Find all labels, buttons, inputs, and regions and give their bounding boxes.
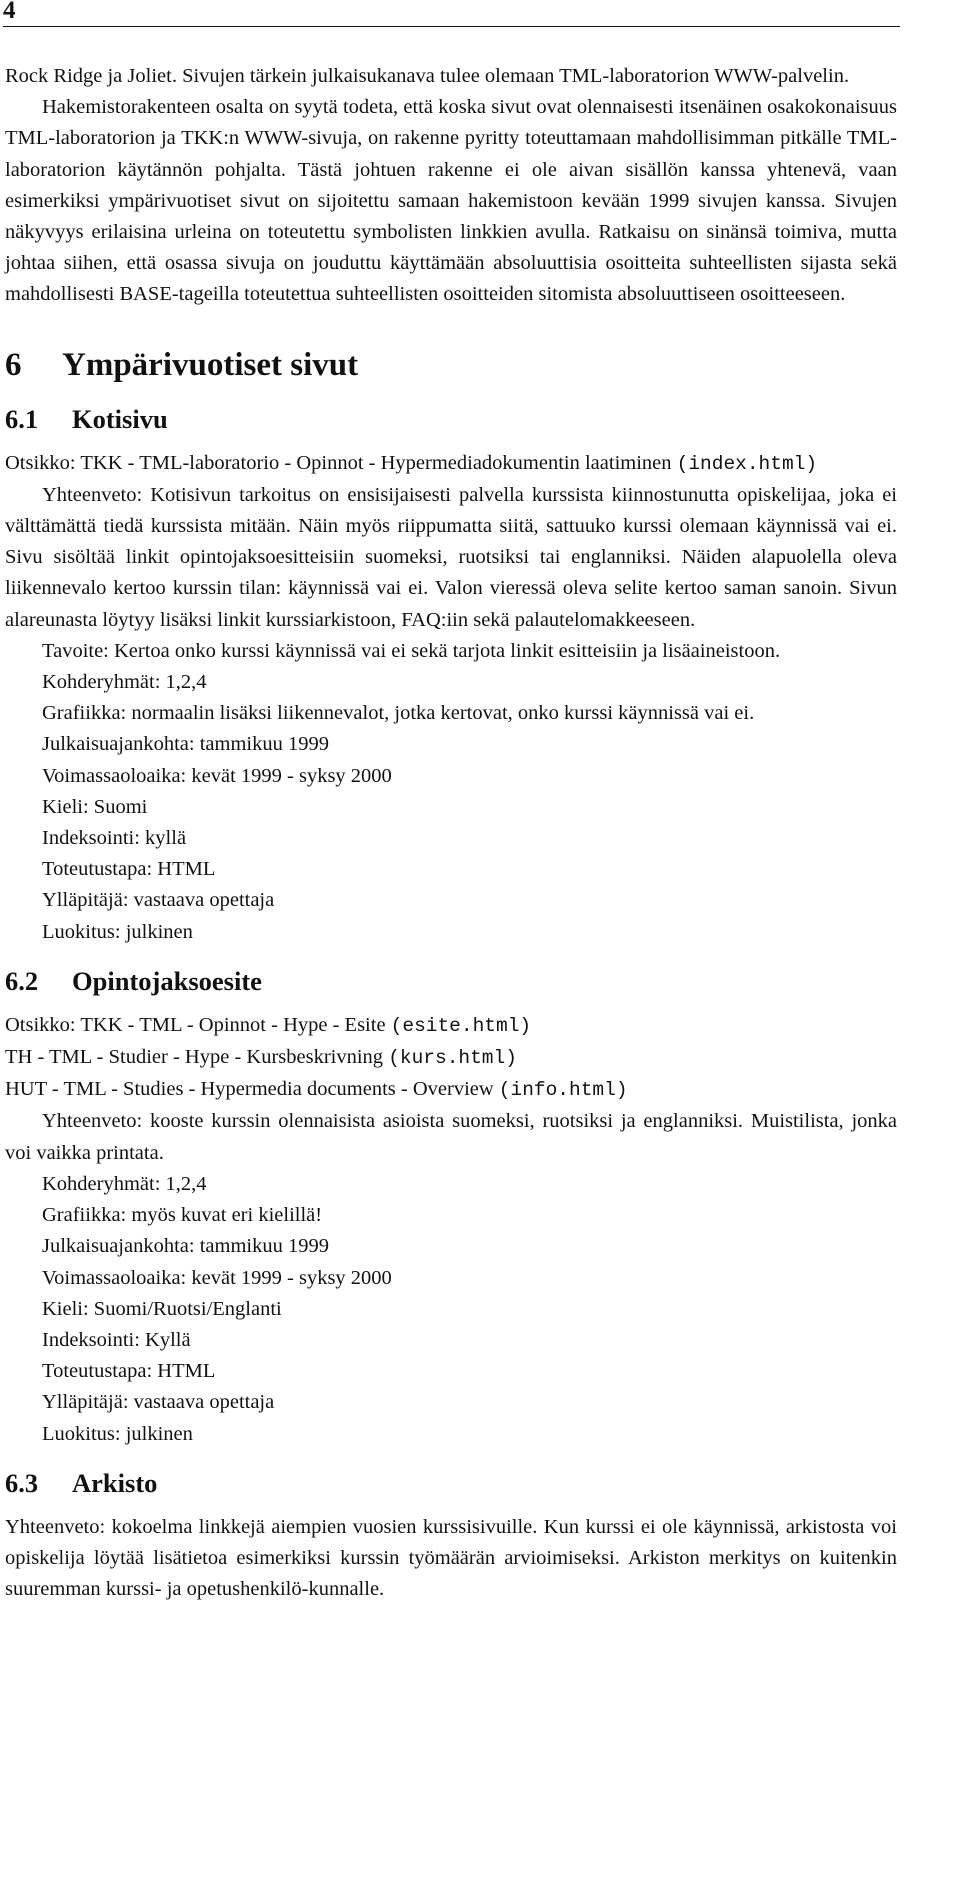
kotisivu-julkaisu: Julkaisuajankohta: tammikuu 1999 xyxy=(42,733,329,756)
section-6-2-heading xyxy=(5,964,897,998)
kotisivu-voimassa: Voimassaoloaika: kevät 1999 - syksy 2000 xyxy=(42,764,392,787)
subsection-number: 6.2 xyxy=(5,965,39,996)
arkisto-yhteenveto: Yhteenveto: kokoelma linkkejä aiempien vuosien kurssisivuille. Kun kurssi ei ole käynnissä, arkistosta voi opiskelija löytää lisätietoa esimerkiksi kurssin työmäärän arvioimiseksi. Arkiston merkitys on kuitenkin suuremman kurssi- ja opetushenkilö-kunnalle. xyxy=(5,1515,897,1601)
page-header xyxy=(3,0,900,27)
esite-otsikko-sv xyxy=(5,1042,897,1074)
otsikko-text: Otsikko: TKK - TML-laboratorio - Opinnot - Hypermediadokumentin laatiminen xyxy=(5,451,677,474)
kotisivu-otsikko xyxy=(5,448,897,480)
otsikko-text: Otsikko: TKK - TML - Opinnot - Hype - Esite xyxy=(5,1013,391,1036)
kotisivu-yllapitaja: Ylläpitäjä: vastaava opettaja xyxy=(42,889,275,912)
section-title: Ympärivuotiset sivut xyxy=(62,346,359,383)
esite-toteutus: Toteutustapa: HTML xyxy=(42,1360,216,1383)
kotisivu-kieli: Kieli: Suomi xyxy=(42,795,148,818)
kotisivu-kohderyhmat: Kohderyhmät: 1,2,4 xyxy=(42,671,207,694)
document-body xyxy=(5,61,897,1605)
kotisivu-luokitus: Luokitus: julkinen xyxy=(42,920,193,943)
esite-yhteenveto: Yhteenveto: kooste kurssin olennaisista asioista suomeksi, ruotsiksi ja englanniksi. Muistilista, jonka voi vaikka printata. xyxy=(5,1110,897,1164)
otsikko-text: TH - TML - Studier - Hype - Kursbeskrivning xyxy=(5,1046,389,1069)
esite-luokitus: Luokitus: julkinen xyxy=(42,1422,193,1445)
subsection-title: Kotisivu xyxy=(72,403,168,434)
file-name: (index.html) xyxy=(676,452,818,475)
esite-kieli: Kieli: Suomi/Ruotsi/Englanti xyxy=(42,1297,282,1320)
subsection-title: Opintojaksoesite xyxy=(72,965,262,996)
esite-indeksointi: Indeksointi: Kyllä xyxy=(42,1328,191,1351)
kotisivu-toteutus: Toteutustapa: HTML xyxy=(42,858,216,881)
intro-paragraph-2: Hakemistorakenteen osalta on syytä todeta, että koska sivut ovat olennaisesti itsenäinen osakokonaisuus TML-laboratorion ja TKK:n WWW-sivuja, on rakenne pyritty toteuttamaan mahdollisimman pitkälle TML-laboratorion käytännön pohjalta. Tästä johtuen rakenne ei ole aivan sisällön kanssa yhtenevä, vaan esimerkiksi ympärivuotiset sivut on sijoitettu samaan hakemistoon kevään 1999 sivujen kanssa. Sivujen näkyvyys erilaisina urleina on toteutettu symbolisten linkkien avulla. Ratkaisu on sinänsä toimiva, mutta johtaa siihen, että osassa sivuja on jouduttu käyttämään absoluuttisia osoitteita suhteellisten sijasta sekä mahdollisesti BASE-tageilla toteutettua suhteellisten osoitteiden sitomista absoluuttiseen osoitteeseen. xyxy=(5,96,897,306)
subsection-number: 6.1 xyxy=(5,403,39,434)
esite-voimassa: Voimassaoloaika: kevät 1999 - syksy 2000 xyxy=(42,1266,392,1289)
kotisivu-grafiikka: Grafiikka: normaalin lisäksi liikennevalot, jotka kertovat, onko kurssi käynnissä vai ei. xyxy=(42,702,755,725)
section-6-3-heading xyxy=(5,1466,897,1500)
esite-yllapitaja: Ylläpitäjä: vastaava opettaja xyxy=(42,1391,275,1414)
subsection-title: Arkisto xyxy=(72,1467,158,1498)
esite-kohderyhmat: Kohderyhmät: 1,2,4 xyxy=(42,1172,207,1195)
file-name: (info.html) xyxy=(498,1079,628,1102)
kotisivu-yhteenveto: Yhteenveto: Kotisivun tarkoitus on ensisijaisesti palvella kurssista kiinnostunutta opiskelijaa, joka ei välttämättä tiedä kurssista mitään. Näin myös riippumatta siitä, sattuuko kurssi olemaan käynnissä vai ei. Sivu sisöltää linkit opintojaksoesitteisiin suomeksi, ruotsiksi tai englanniksi. Näiden alapuolella oleva liikennevalo kertoo kurssin tilan: käynnissä vai ei. Valon vieressä oleva selite kertoo saman sanoin. Sivun alareunasta löytyy lisäksi linkit kurssiarkistoon, FAQ:iin sekä palautelomakkeeseen. xyxy=(5,483,897,631)
esite-otsikko-en xyxy=(5,1074,897,1106)
esite-grafiikka: Grafiikka: myös kuvat eri kielillä! xyxy=(42,1204,323,1227)
section-number: 6 xyxy=(5,346,22,383)
subsection-number: 6.3 xyxy=(5,1467,39,1498)
esite-otsikko-fi xyxy=(5,1010,897,1042)
file-name: (esite.html) xyxy=(390,1014,532,1037)
file-name: (kurs.html) xyxy=(388,1047,517,1070)
section-6-heading xyxy=(5,344,897,386)
intro-paragraph-1: Rock Ridge ja Joliet. Sivujen tärkein julkaisukanava tulee olemaan TML-laboratorion WWW-palvelin. xyxy=(5,65,850,87)
otsikko-text: HUT - TML - Studies - Hypermedia documents - Overview xyxy=(5,1078,499,1101)
kotisivu-tavoite: Tavoite: Kertoa onko kurssi käynnissä vai ei sekä tarjota linkit esitteisiin ja lisäaineistoon. xyxy=(42,639,781,662)
esite-julkaisu: Julkaisuajankohta: tammikuu 1999 xyxy=(42,1235,329,1258)
section-6-1-heading xyxy=(5,402,897,436)
page-number: 4 xyxy=(3,0,16,24)
kotisivu-indeksointi: Indeksointi: kyllä xyxy=(42,827,187,850)
